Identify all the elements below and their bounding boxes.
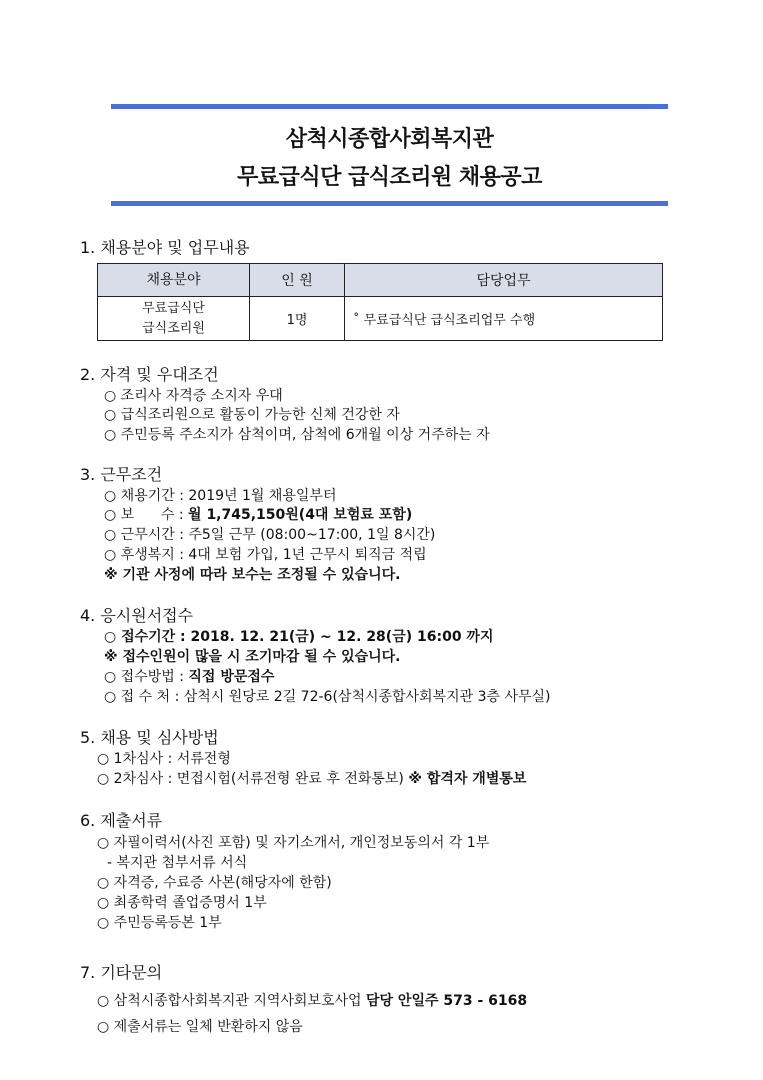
field-line: 급식조리원: [142, 320, 205, 336]
contact-person: 담당 안일주 573 - 6168: [366, 993, 528, 1009]
top-divider: [111, 104, 668, 109]
salary-label: ○ 보 수 :: [104, 507, 189, 523]
section-5-heading: 5. 채용 및 심사방법: [80, 728, 219, 747]
table-header: 인 원: [250, 264, 345, 297]
list-item: [104, 666, 274, 686]
table-cell-field: [98, 297, 250, 341]
list-item: ○ 후생복지 : 4대 보험 가입, 1년 근무시 퇴직금 적립: [104, 547, 427, 563]
section-6-heading: 6. 제출서류: [80, 811, 163, 830]
section-1-heading: 1. 채용분야 및 업무내용: [80, 238, 250, 257]
table-header-row: [98, 264, 663, 297]
table-cell-duty: ˚ 무료급식단 급식조리업무 수행: [345, 297, 663, 341]
contact-text: ○ 삼척시종합사회복지관 지역사회보호사업: [97, 993, 366, 1009]
notice-note: ※ 기관 사정에 따라 보수는 조정될 수 있습니다.: [104, 567, 401, 583]
list-item: ○ 최종학력 졸업증명서 1부: [97, 895, 267, 911]
list-item: ○ 접 수 처 : 삼척시 원당로 2길 72-6(삼척시종합사회복지관 3층 사무실): [104, 689, 551, 705]
list-item: ○ 조리사 자격증 소지자 우대: [104, 388, 283, 404]
table-header: 채용분야: [98, 264, 250, 297]
list-item: ○ 주민등록등본 1부: [97, 915, 222, 931]
method-label: ○ 접수방법 :: [104, 669, 189, 685]
section-7-heading: 7. 기타문의: [80, 963, 163, 982]
table-row: [98, 297, 663, 341]
list-item: [97, 768, 526, 788]
bottom-divider: [111, 201, 668, 206]
list-item: ○ 급식조리원으로 활동이 가능한 신체 건강한 자: [104, 407, 400, 423]
notice-note: ※ 접수인원이 많을 시 조기마감 될 수 있습니다.: [104, 649, 401, 665]
method-value: 직접 방문접수: [188, 669, 275, 685]
interview-text: ○ 2차심사 : 면접시험(서류전형 완료 후 전화통보): [97, 771, 409, 787]
list-item: [97, 990, 527, 1010]
table-cell-count: 1명: [250, 297, 345, 341]
jobs-table: [97, 263, 663, 341]
list-item: - 복지관 첨부서류 서식: [107, 855, 248, 871]
interview-note: ※ 합격자 개별통보: [408, 771, 527, 787]
section-4-heading: 4. 응시원서접수: [80, 606, 194, 625]
list-item: ○ 자격증, 수료증 사본(해당자에 한함): [97, 875, 332, 891]
salary-value: 월 1,745,150원(4대 보험료 포함): [188, 507, 413, 523]
field-line: 무료급식단: [142, 300, 205, 316]
list-item: ○ 채용기간 : 2019년 1월 채용일부터: [104, 488, 337, 504]
list-item: ○ 제출서류는 일체 반환하지 않음: [97, 1019, 303, 1035]
table-header: 담당업무: [345, 264, 663, 297]
notice-title: 무료급식단 급식조리원 채용공고: [237, 165, 542, 190]
list-item: ○ 접수기간 : 2018. 12. 21(금) ~ 12. 28(금) 16:00 까지: [104, 629, 494, 645]
list-item: ○ 자필이력서(사진 포함) 및 자기소개서, 개인정보동의서 각 1부: [97, 835, 490, 851]
list-item: ○ 1차심사 : 서류전형: [97, 751, 231, 767]
list-item: [104, 504, 412, 524]
list-item: ○ 근무시간 : 주5일 근무 (08:00~17:00, 1일 8시간): [104, 527, 436, 543]
section-3-heading: 3. 근무조건: [80, 465, 163, 484]
org-title: 삼척시종합사회복지관: [285, 127, 494, 152]
list-item: ○ 주민등록 주소지가 삼척이며, 삼척에 6개월 이상 거주하는 자: [104, 427, 490, 443]
section-2-heading: 2. 자격 및 우대조건: [80, 365, 219, 384]
